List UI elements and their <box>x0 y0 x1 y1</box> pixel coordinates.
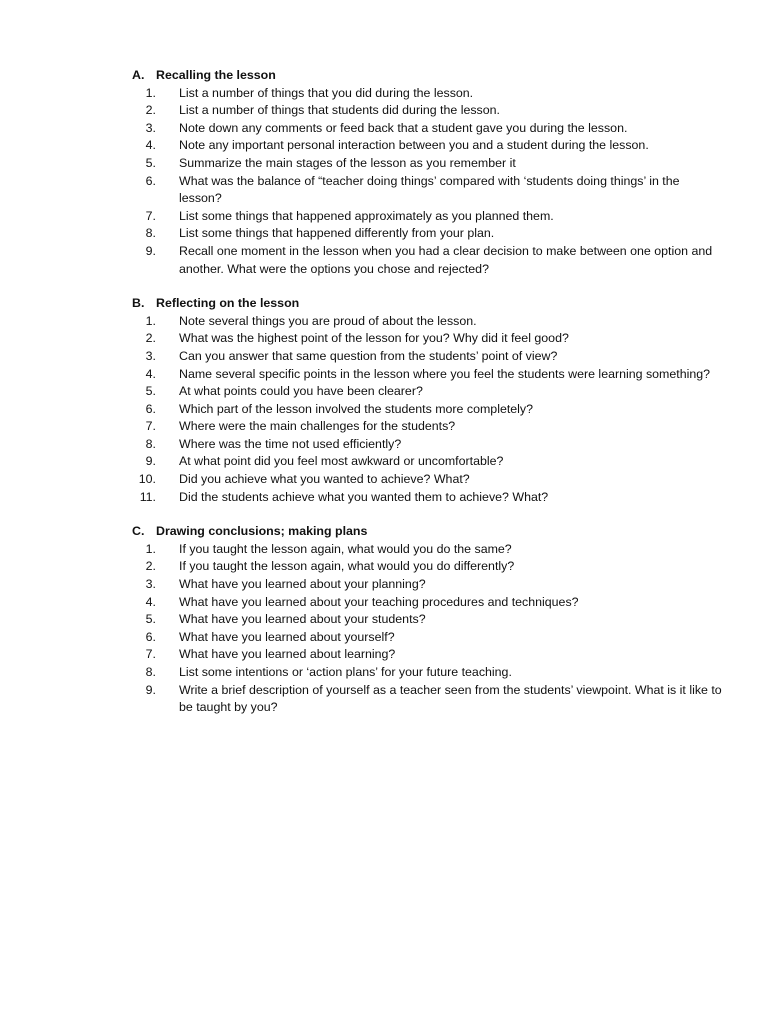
item-number: 5. <box>145 384 156 399</box>
item-number: 8. <box>145 226 156 241</box>
item-text: Note any important personal interaction between you and a student during the lesson. <box>179 138 649 153</box>
list-item <box>132 558 722 576</box>
item-text: Did you achieve what you wanted to achieve? What? <box>179 472 470 487</box>
section-title: Recalling the lesson <box>156 68 276 82</box>
item-text: Summarize the main stages of the lesson as you remember it <box>179 155 516 170</box>
document-body <box>132 67 722 734</box>
section-title: Reflecting on the lesson <box>156 296 300 311</box>
item-text: Where was the time not used efficiently? <box>179 436 402 451</box>
item-text: List some intentions or ‘action plans’ for your future teaching. <box>179 665 512 679</box>
list-item <box>132 436 722 454</box>
item-number: 2. <box>145 103 156 118</box>
item-text: What have you learned about learning? <box>179 647 396 662</box>
list-item <box>132 313 722 331</box>
list-item <box>132 682 722 717</box>
item-number: 4. <box>145 138 156 153</box>
list-item <box>132 576 722 594</box>
section-c <box>132 523 722 717</box>
item-text: What have you learned about your teaching procedures and techniques? <box>179 594 579 609</box>
item-number: 1. <box>145 541 156 556</box>
list-item <box>132 137 722 155</box>
question-list <box>132 541 722 717</box>
section-b <box>132 295 722 506</box>
item-text: What was the highest point of the lesson for you? Why did it feel good? <box>179 331 569 346</box>
question-list <box>132 313 722 507</box>
list-item <box>132 173 722 208</box>
item-text: Can you answer that same question from the students’ point of view? <box>179 348 558 363</box>
item-number: 7. <box>145 208 156 223</box>
list-item <box>132 629 722 647</box>
list-item <box>132 489 722 507</box>
item-text: Recall one moment in the lesson when you had a clear decision to make between one option and another. What were the options you chose and rejected? <box>179 243 713 276</box>
item-text: At what points could you have been clearer? <box>179 384 423 399</box>
item-text: Write a brief description of yourself as a teacher seen from the students’ viewpoint. What is it like to be taught by you? <box>179 682 722 715</box>
section-heading <box>132 295 722 313</box>
item-text: What was the balance of “teacher doing things’ compared with ‘students doing things’ in the lesson? <box>179 173 680 206</box>
item-text: What have you learned about yourself? <box>179 629 395 644</box>
list-item <box>132 330 722 348</box>
item-number: 3. <box>145 120 156 135</box>
section-a <box>132 67 722 278</box>
item-number: 8. <box>145 436 156 451</box>
item-number: 3. <box>145 348 156 363</box>
item-text: List some things that happened approximately as you planned them. <box>179 208 554 223</box>
list-item <box>132 155 722 173</box>
list-item <box>132 594 722 612</box>
item-text: At what point did you feel most awkward or uncomfortable? <box>179 454 504 469</box>
question-list <box>132 85 722 279</box>
section-letter: B. <box>132 296 145 311</box>
item-number: 4. <box>145 594 156 609</box>
section-letter: C. <box>132 524 145 539</box>
item-number: 4. <box>145 366 156 381</box>
item-number: 5. <box>145 612 156 627</box>
item-number: 11. <box>139 489 156 504</box>
list-item <box>132 418 722 436</box>
list-item <box>132 611 722 629</box>
item-text: Name several specific points in the lesson where you feel the students were learning something? <box>179 366 711 381</box>
list-item <box>132 383 722 401</box>
list-item <box>132 646 722 664</box>
section-heading <box>132 67 722 85</box>
item-number: 6. <box>145 401 156 416</box>
item-number: 9. <box>145 682 156 697</box>
item-text: Note down any comments or feed back that a student gave you during the lesson. <box>179 120 628 135</box>
item-number: 9. <box>145 243 156 258</box>
item-number: 6. <box>145 173 156 188</box>
item-text: Note several things you are proud of about the lesson. <box>179 313 477 328</box>
item-number: 6. <box>145 629 156 644</box>
item-text: Did the students achieve what you wanted them to achieve? What? <box>179 489 549 504</box>
item-text: What have you learned about your planning? <box>179 577 426 592</box>
item-number: 1. <box>145 313 156 328</box>
list-item <box>132 348 722 366</box>
item-text: If you taught the lesson again, what would you do differently? <box>179 559 515 574</box>
item-text: Which part of the lesson involved the students more completely? <box>179 401 534 416</box>
item-text: What have you learned about your students? <box>179 612 426 627</box>
item-text: List a number of things that students did during the lesson. <box>179 103 500 118</box>
item-number: 1. <box>145 85 156 100</box>
list-item <box>132 366 722 384</box>
list-item <box>132 225 722 243</box>
list-item <box>132 85 722 103</box>
list-item <box>132 102 722 120</box>
list-item <box>132 541 722 559</box>
item-text: List some things that happened differently from your plan. <box>179 226 495 241</box>
item-number: 5. <box>145 155 156 170</box>
section-letter: A. <box>132 68 145 82</box>
list-item <box>132 208 722 226</box>
item-number: 7. <box>145 647 156 662</box>
list-item <box>132 453 722 471</box>
item-number: 10. <box>138 472 156 487</box>
list-item <box>132 664 722 682</box>
item-number: 7. <box>145 419 156 434</box>
list-item <box>132 471 722 489</box>
item-text: List a number of things that you did during the lesson. <box>179 85 474 100</box>
list-item <box>132 401 722 419</box>
item-number: 9. <box>145 454 156 469</box>
item-number: 3. <box>145 577 156 592</box>
item-text: If you taught the lesson again, what would you do the same? <box>179 541 512 556</box>
item-text: Where were the main challenges for the students? <box>179 419 456 434</box>
section-heading <box>132 523 722 541</box>
item-number: 2. <box>145 331 156 346</box>
item-number: 2. <box>145 559 156 574</box>
section-title: Drawing conclusions; making plans <box>156 524 368 539</box>
list-item <box>132 120 722 138</box>
list-item <box>132 243 722 278</box>
item-number: 8. <box>145 665 156 679</box>
